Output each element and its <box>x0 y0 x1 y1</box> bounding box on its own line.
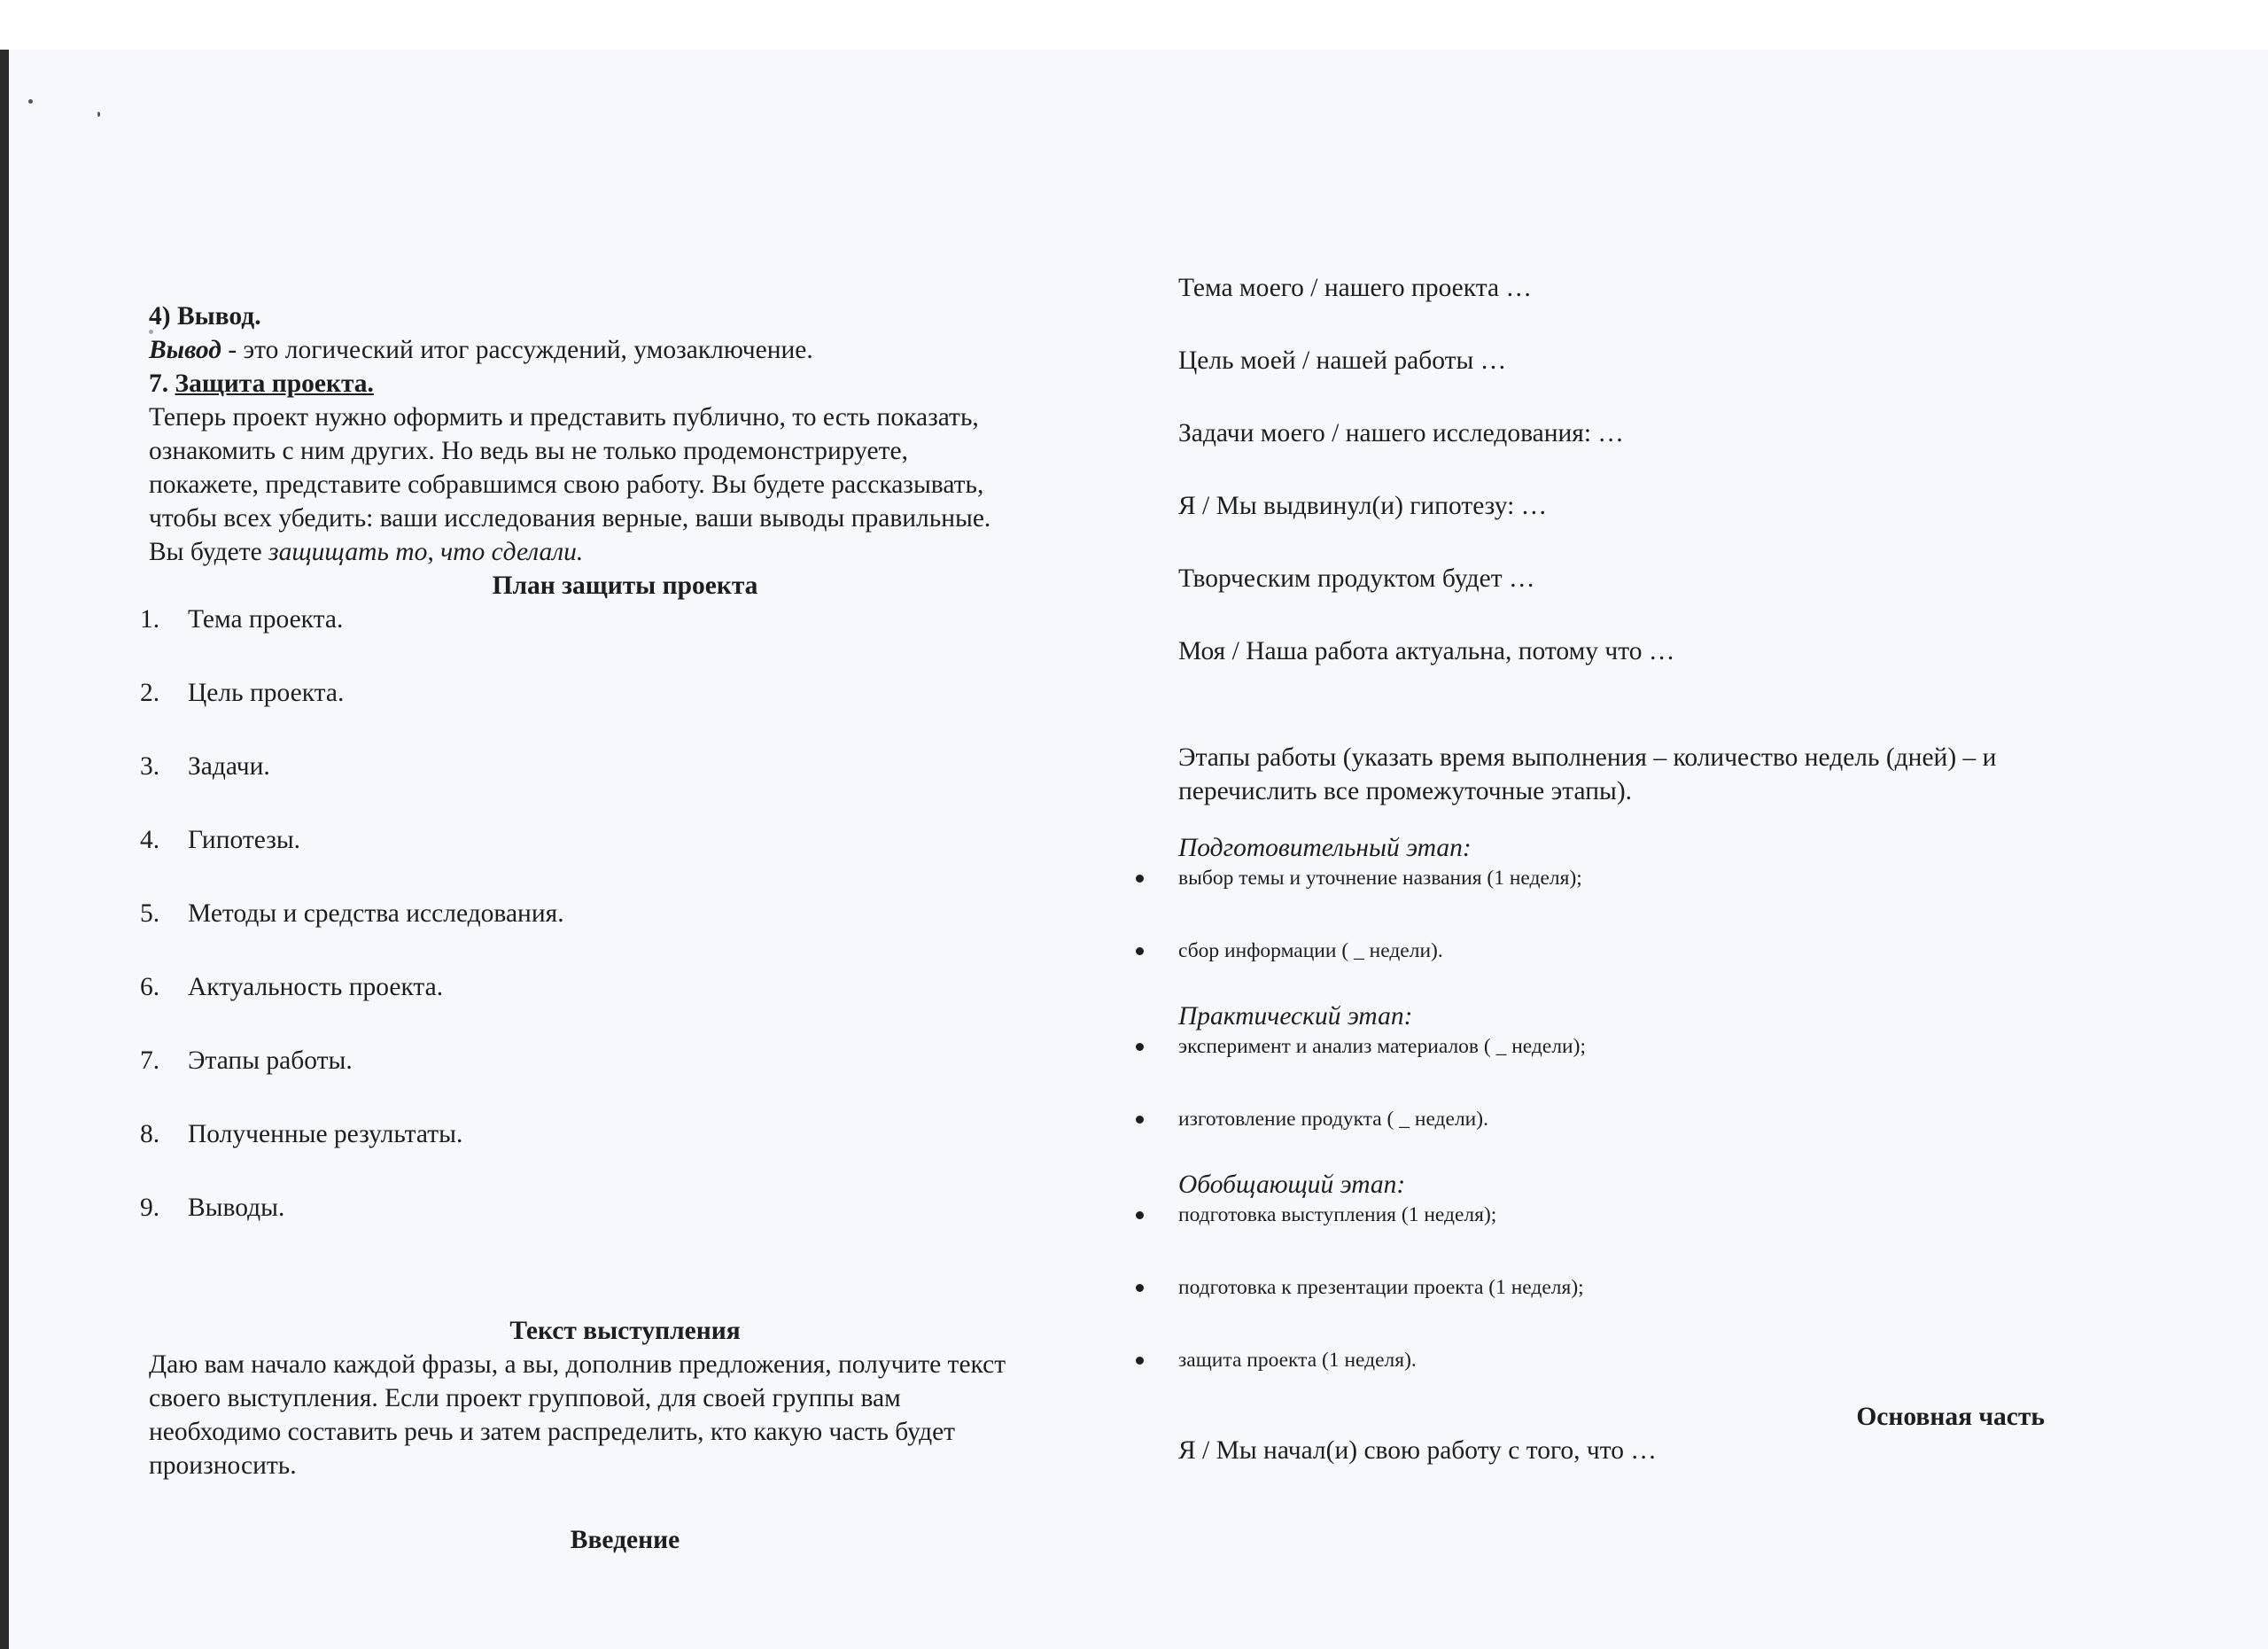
intro-line: чтобы всех убедить: ваши исследования верные, ваши выводы правильные. <box>149 504 991 533</box>
phrase-relevance: Моя / Наша работа актуальна, потому что … <box>1178 637 1675 665</box>
plan-item-text: Методы и средства исследования. <box>188 899 564 928</box>
intro-last-plain: Вы будете <box>149 538 269 566</box>
intro-last-italic: защищать то, что сделали. <box>268 538 584 566</box>
stage-item <box>1178 1202 2144 1274</box>
stages-intro-line: Этапы работы (указать время выполнения – количество недель (дней) – и <box>1178 743 1997 772</box>
speech-title: Текст выступления <box>509 1317 741 1345</box>
plan-item-text: Тема проекта. <box>188 605 344 634</box>
conclusion-definition <box>149 333 1101 367</box>
plan-item <box>140 603 1101 676</box>
bullet-icon <box>1136 875 1144 883</box>
stages-intro-line: перечислить все промежуточные этапы). <box>1178 777 1633 805</box>
intro-line: Теперь проект нужно оформить и представить публично, то есть показать, <box>149 403 979 432</box>
main-part-heading: Основная часть <box>1856 1403 2045 1431</box>
bullet-icon <box>1136 947 1144 955</box>
plan-item-number: 1. <box>140 605 160 634</box>
stage-item-text: изготовление продукта ( _ недели). <box>1178 1108 1488 1131</box>
speech-line: Даю вам начало каждой фразы, а вы, дополнив предложения, получите текст <box>149 1350 1006 1379</box>
plan-item <box>140 676 1101 750</box>
plan-item <box>140 1044 1101 1117</box>
plan-item <box>140 970 1101 1044</box>
spacer <box>149 1264 1101 1314</box>
plan-item <box>140 897 1101 970</box>
plan-item-text: Цель проекта. <box>188 679 345 707</box>
plan-item-text: Задачи. <box>188 752 270 781</box>
stage-summary-title: Обобщающий этап: <box>1178 1171 1406 1199</box>
stage-item-text: эксперимент и анализ материалов ( _ недели); <box>1178 1035 1586 1058</box>
plan-item <box>140 750 1101 823</box>
plan-item-text: Гипотезы. <box>188 826 301 854</box>
plan-item-number: 9. <box>140 1194 160 1222</box>
plan-title: План защиты проекта <box>492 572 758 600</box>
stage-item <box>1178 865 2144 937</box>
introduction-heading: Введение <box>570 1526 680 1554</box>
phrase-goal: Цель моей / нашей работы … <box>1178 346 1507 375</box>
scan-speck <box>97 112 100 117</box>
stage-item <box>1178 1106 2144 1168</box>
section-heading <box>149 367 1101 401</box>
intro-line: покажете, представите собравшимся свою работу. Вы будете рассказывать, <box>149 471 984 499</box>
intro-line-last <box>149 535 1101 569</box>
stage-item <box>1178 937 2144 1000</box>
plan-item-number: 2. <box>140 679 160 707</box>
main-part-start: Я / Мы начал(и) свою работу с того, что … <box>1178 1436 1657 1465</box>
stage-practical-title: Практический этап: <box>1178 1002 1413 1031</box>
plan-item-number: 8. <box>140 1120 160 1148</box>
plan-item <box>140 1191 1101 1264</box>
plan-list <box>140 603 1101 1264</box>
conclusion-def-text: - это логический итог рассуждений, умозаключение. <box>221 336 813 364</box>
plan-item-number: 3. <box>140 752 160 781</box>
plan-item-text: Актуальность проекта. <box>188 973 444 1001</box>
phrase-topic: Тема моего / нашего проекта … <box>1178 274 1532 302</box>
stage-item-text: подготовка к презентации проекта (1 неделя); <box>1178 1276 1584 1299</box>
scan-speck <box>28 99 33 104</box>
stage-item <box>1178 1347 2144 1400</box>
spacer <box>149 1482 1101 1523</box>
right-column <box>1178 271 2144 1467</box>
bullet-icon <box>1136 1284 1144 1292</box>
plan-item-text: Выводы. <box>188 1194 285 1222</box>
plan-item-number: 7. <box>140 1046 160 1075</box>
stage-item <box>1178 1274 2144 1347</box>
plan-item-number: 6. <box>140 973 160 1001</box>
bullet-icon <box>1136 1357 1144 1365</box>
plan-item-number: 4. <box>140 826 160 854</box>
stage-item-text: сбор информации ( _ недели). <box>1178 939 1443 962</box>
bullet-icon <box>1136 1043 1144 1051</box>
phrase-product: Творческим продуктом будет … <box>1178 564 1535 593</box>
speech-line: произносить. <box>149 1451 297 1480</box>
bullet-icon <box>1136 1211 1144 1219</box>
intro-line: ознакомить с ним других. Но ведь вы не только продемонстрируете, <box>149 437 908 465</box>
stage-item <box>1178 1033 2144 1106</box>
stage-preparatory-title: Подготовительный этап: <box>1178 834 1472 862</box>
left-column <box>140 299 1101 1557</box>
stage-item-text: выбор темы и уточнение названия (1 неделя); <box>1178 867 1582 890</box>
section-title: Защита проекта. <box>175 369 374 398</box>
plan-item-text: Этапы работы. <box>188 1046 353 1075</box>
plan-item <box>140 823 1101 897</box>
stage-item-text: защита проекта (1 неделя). <box>1178 1349 1417 1372</box>
phrase-hypothesis: Я / Мы выдвинул(и) гипотезу: … <box>1178 492 1548 520</box>
phrase-tasks: Задачи моего / нашего исследования: … <box>1178 419 1624 447</box>
stage-item-text: подготовка выступления (1 неделя); <box>1178 1203 1497 1226</box>
speech-line: своего выступления. Если проект групповой, для своей группы вам <box>149 1384 901 1412</box>
section-number: 7. <box>149 369 175 398</box>
speech-line: необходимо составить речь и затем распределить, кто какую часть будет <box>149 1418 956 1446</box>
conclusion-term: Вывод <box>149 336 221 364</box>
conclusion-heading: 4) Вывод. <box>149 302 261 331</box>
plan-item-text: Полученные результаты. <box>188 1120 463 1148</box>
plan-item-number: 5. <box>140 899 160 928</box>
bullet-icon <box>1136 1116 1144 1124</box>
plan-item <box>140 1117 1101 1191</box>
